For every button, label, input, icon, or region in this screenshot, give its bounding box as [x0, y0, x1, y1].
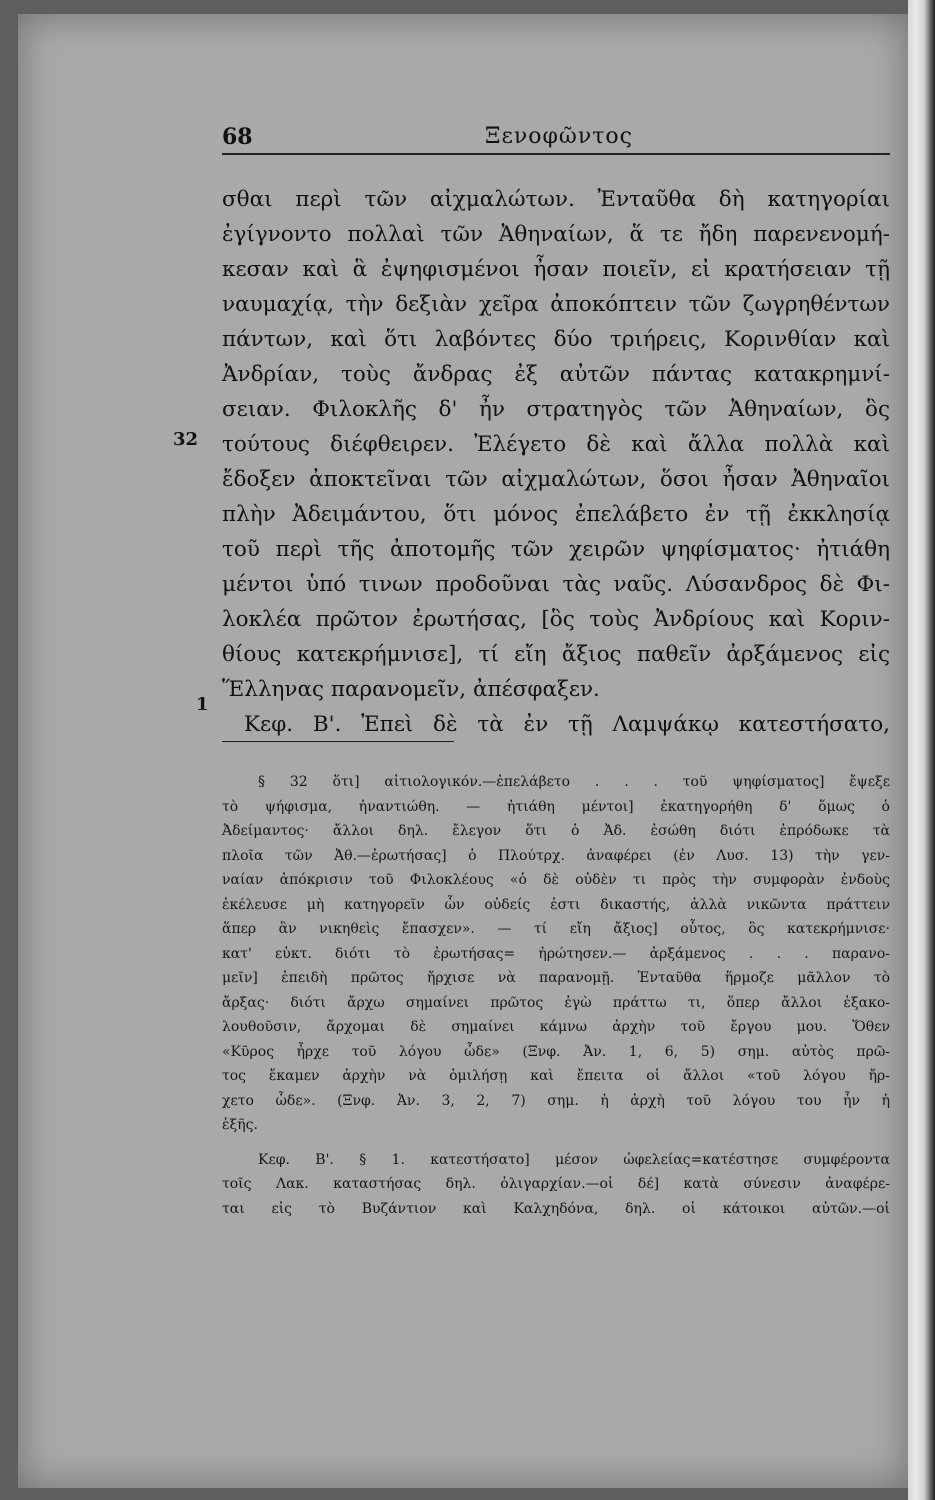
- page-edge: [908, 0, 935, 1500]
- text-line: πλὴν Ἀδειμάντου, ὅτι μόνος ἐπελάβετο ἐν τῇ ἐκκλησίᾳ: [222, 502, 890, 527]
- text-line: τοῦ περὶ τῆς ἀποτομῆς τῶν χειρῶν ψηφίσματος· ἠτιάθη: [222, 537, 890, 562]
- page-header: [222, 122, 890, 154]
- text-line: τούτους διέφθειρεν. Ἐλέγετο δὲ καὶ ἄλλα πολλὰ καὶ: [222, 432, 890, 457]
- footnote-line: λουθοῦσιν, ἄρχομαι δὲ σημαίνει κάμνω ἀρχὴν τοῦ ἔργου μου. Ὅθεν: [222, 1019, 890, 1035]
- footnote-line: § 32 ὅτι] αἰτιολογικόν.—ἐπελάβετο . . . τοῦ ψηφίσματος] ἔψεξε: [258, 774, 890, 790]
- text-line: σθαι περὶ τῶν αἰχμαλώτων. Ἐνταῦθα δὴ κατηγορίαι: [222, 187, 890, 212]
- footnote-line: τος ἔκαμεν ἀρχὴν νὰ ὁμιλήσῃ καὶ ἔπειτα οἱ ἄλλοι «τοῦ λόγου ἤρ-: [222, 1068, 890, 1084]
- header-rule: [222, 153, 890, 155]
- footnote-line: χετο ὧδε». (Ξνφ. Ἀν. 3, 2, 7) σημ. ἡ ἀρχὴ τοῦ λόγου του ἦν ἡ: [222, 1092, 890, 1109]
- footnote-line: ἄρξας· διότι ἄρχω σημαίνει πρῶτος ἐγὼ πράττω τι, ὅπερ ἄλλοι ἐξακο-: [222, 994, 890, 1011]
- footnote-line: Κεφ. Β'. § 1. κατεστήσατο] μέσον ὠφελείας=κατέστησε συμφέροντα: [258, 1151, 890, 1168]
- page-number: 68: [222, 124, 253, 150]
- text-line: Ἀνδρίαν, τοὺς ἄνδρας ἐξ αὐτῶν πάντας κατακρημνί-: [222, 362, 890, 387]
- footnote-line: ἅπερ ἂν νικηθεὶς ἔπασχεν». — τί εἴη ἄξιος] οὗτος, ὃς κατεκρήμνισε·: [222, 921, 890, 937]
- footnotes: [222, 770, 890, 1221]
- text-line: ναυμαχίᾳ, τὴν δεξιὰν χεῖρα ἀποκόπτειν τῶν ζωγρηθέντων: [222, 292, 890, 317]
- text-line: κεσαν καὶ ἃ ἐψηφισμένοι ἦσαν ποιεῖν, εἰ κρατήσειαν τῇ: [222, 257, 890, 282]
- footnote-line: τοῖς Λακ. καταστήσας δηλ. ὀλιγαρχίαν.—οἱ δέ] κατὰ σύνεσιν ἀναφέρε-: [222, 1176, 890, 1192]
- running-title: Ξενοφῶντος: [485, 124, 633, 149]
- footnote-line: ναίαν ἀπόκρισιν τοῦ Φιλοκλέους «ὁ δὲ οὐδὲν τι πρὸς τὴν συμφορὰν ἐνδοὺς: [222, 872, 890, 888]
- footnote-line: ται εἰς τὸ Βυζάντιον καὶ Καλχηδόνα, δηλ. οἱ κάτοικοι αὐτῶν.—οἱ: [222, 1200, 890, 1217]
- text-line: ἐγίγνοντο πολλαὶ τῶν Ἀθηναίων, ἅ τε ἤδη παρενενομή-: [222, 222, 890, 247]
- footnote-line: μεῖν] ἐπειδὴ πρῶτος ἤρχισε νὰ παρανομῇ. Ἐνταῦθα ἥρμοζε μᾶλλον τὸ: [222, 970, 890, 986]
- text-line: θίους κατεκρήμνισε], τί εἴη ἄξιος παθεῖν ἀρξάμενος εἰς: [222, 642, 890, 667]
- footnote-rule: [222, 741, 454, 742]
- footnote-line: πλοῖα τῶν Ἀθ.—ἐρωτήσας] ὁ Πλούτρχ. ἀναφέρει (ἐν Λυσ. 13) τὴν γεν-: [222, 847, 890, 864]
- margin-section-number: 1: [196, 694, 209, 715]
- main-text: [222, 182, 890, 742]
- text-line: Κεφ. Β'. Ἐπεὶ δὲ τὰ ἐν τῇ Λαμψάκῳ κατεστήσατο,: [244, 712, 890, 737]
- footnote-line: Ἀδείμαντος· ἄλλοι δηλ. ἔλεγον ὅτι ὁ Ἀδ. ἐσώθη διότι ἐπρόδωκε τὰ: [222, 823, 890, 839]
- footnote-line: ἐκέλευσε μὴ κατηγορεῖν ὧν οὐδείς ἐστι δικαστής, ἀλλὰ νικῶντα πράττειν: [222, 896, 890, 913]
- text-line: Ἕλληνας παρανομεῖν, ἀπέσφαξεν.: [222, 677, 600, 702]
- text-line: ἔδοξεν ἀποκτεῖναι τῶν αἰχμαλώτων, ὅσοι ἦσαν Ἀθηναῖοι: [222, 467, 890, 492]
- text-line: πάντων, καὶ ὅτι λαβόντες δύο τριήρεις, Κορινθίαν καὶ: [222, 327, 890, 352]
- footnote-line: «Κῦρος ἦρχε τοῦ λόγου ὧδε» (Ξνφ. Ἀν. 1, 6, 5) σημ. αὐτὸς πρῶ-: [222, 1043, 890, 1060]
- footnote-line: κατ' εὐκτ. διότι τὸ ἐρωτήσας= ἠρώτησεν.— ἀρξάμενος . . . παρανο-: [222, 945, 890, 962]
- margin-section-number: 32: [173, 429, 199, 450]
- footnote-line: τὸ ψήφισμα, ἠναντιώθη. — ἠτιάθη μέντοι] ἐκατηγορήθη δ' ὅμως ὁ: [222, 798, 890, 815]
- footnote-line: ἑξῆς.: [222, 1117, 258, 1133]
- text-line: λοκλέα πρῶτον ἐρωτήσας, [ὃς τοὺς Ἀνδρίους καὶ Κοριν-: [222, 607, 890, 632]
- text-line: σειαν. Φιλοκλῆς δ' ἦν στρατηγὸς τῶν Ἀθηναίων, ὃς: [222, 397, 890, 422]
- text-line: μέντοι ὑπό τινων προδοῦναι τὰς ναῦς. Λύσανδρος δὲ Φι-: [222, 572, 890, 597]
